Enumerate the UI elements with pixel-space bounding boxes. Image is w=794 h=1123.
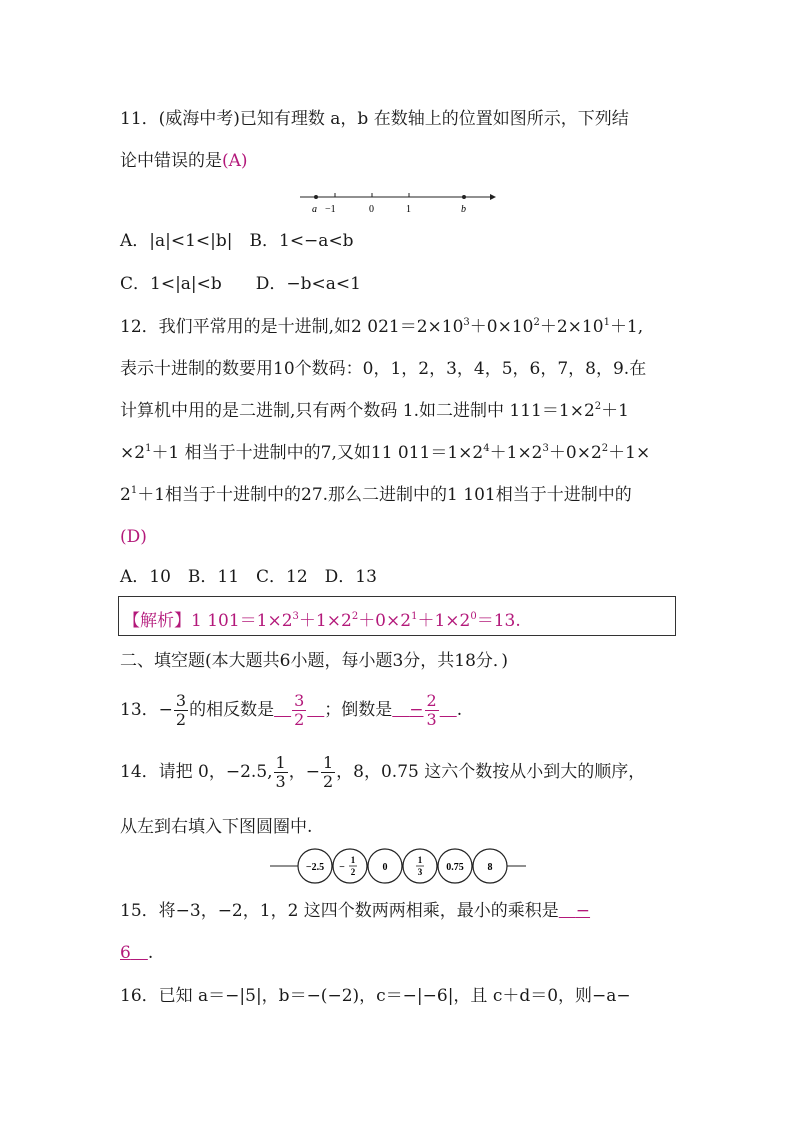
q14-line2: 从左到右填入下图圆圈中. — [120, 817, 313, 837]
frac-num: 1 — [275, 753, 286, 772]
frac-den: 2 — [294, 710, 305, 729]
q16-line1: 16．已知 a＝−|5|，b＝−(−2)，c＝−|−6|，且 c＋d＝0，则−a− — [120, 986, 631, 1006]
q15-text: 15．将−3，−2，1，2 这四个数两两相乘，最小的乘积是 — [120, 901, 559, 921]
circle-num-3: 1 — [417, 855, 423, 865]
sup: 4 — [483, 443, 490, 454]
q12-l1b: ＋0×10 — [469, 317, 534, 337]
q14-text-a: 14．请把 0，−2.5, — [120, 762, 273, 782]
q12-l5b: ＋1相当于十进制中的27.那么二进制中的1 101相当于十进制中的 — [137, 485, 632, 505]
q12-l4e: ＋1× — [608, 443, 651, 463]
q13-num: 13． — [120, 700, 159, 720]
frac-den: 3 — [426, 710, 437, 729]
q12-line3 — [120, 400, 629, 422]
sup: 3 — [542, 443, 549, 454]
q15-ans-a: − — [575, 901, 591, 921]
q13-text1: 的相反数是 — [189, 700, 275, 720]
label-a: a — [312, 204, 317, 215]
sup: 2 — [533, 317, 540, 328]
q14-circle-chain — [270, 846, 530, 886]
circle-text-4: 0.75 — [446, 862, 464, 873]
q12-analysis-box — [118, 596, 676, 636]
analysis-d: ＋1×2 — [417, 611, 471, 631]
sup: 1 — [603, 317, 610, 328]
q11-answer: (A) — [222, 151, 248, 171]
q12-l4d: ＋0×2 — [548, 443, 602, 463]
q14-text-b: ，− — [288, 762, 320, 782]
circle-den-1: 2 — [350, 867, 356, 877]
q13-neg: − — [158, 700, 173, 720]
q11-line1: 11．(威海中考)已知有理数 a，b 在数轴上的位置如图所示，下列结 — [120, 109, 629, 129]
sup: 2 — [594, 401, 602, 412]
q12-l3: 计算机中用的是二进制,只有两个数码 1.如二进制中 111＝1×2 — [120, 401, 595, 421]
label-neg1: −1 — [325, 204, 336, 215]
sup: 3 — [292, 611, 299, 622]
q11-line2-text: 论中错误的是 — [120, 151, 222, 171]
q12-line5 — [120, 484, 632, 506]
q13-text2: ；倒数是 — [324, 700, 393, 720]
q12-line4 — [120, 442, 650, 464]
sup: 1 — [130, 485, 138, 496]
analysis-a: 1 101＝1×2 — [191, 611, 293, 631]
analysis-e: ＝13. — [476, 611, 521, 631]
q15-line2 — [120, 942, 153, 964]
sup: 0 — [470, 611, 477, 622]
q12-l3-end: ＋1 — [601, 401, 629, 421]
q13-end: . — [456, 700, 463, 720]
point-b — [462, 195, 466, 199]
circle-num-1: 1 — [350, 855, 356, 865]
q11-options-row1: A．|a|<1<|b| B．1<−a<b — [120, 231, 354, 251]
q13-answer2 — [392, 691, 456, 729]
frac-num: 1 — [322, 753, 334, 772]
label-b: b — [461, 204, 466, 215]
q13-ans2-sign: − — [409, 700, 424, 720]
q15-line1 — [120, 900, 590, 922]
frac-num: 3 — [294, 691, 305, 710]
q12-l1a: 12．我们平常用的是十进制,如2 021＝2×10 — [120, 317, 464, 337]
sup: 1 — [145, 443, 152, 454]
label-0: 0 — [369, 204, 374, 215]
point-a — [314, 195, 318, 199]
circle-text-2: 0 — [382, 862, 388, 873]
frac-den: 3 — [275, 772, 286, 791]
circle-text-5: 8 — [487, 862, 493, 873]
q15-end: . — [147, 943, 154, 963]
circle-den-3: 3 — [417, 867, 423, 877]
q12-line2: 表示十进制的数要用10个数码：0，1，2，3，4，5，6，7，8，9.在 — [120, 359, 647, 379]
q14-text-c: ，8，0.75 这六个数按从小到大的顺序， — [336, 762, 646, 782]
q11-options-row2: C．1<|a|<b D．−b<a<1 — [120, 274, 361, 294]
section-2-heading: 二、填空题(本大题共6小题，每小题3分，共18分．) — [120, 651, 509, 671]
frac-den: 2 — [175, 710, 187, 729]
q15-answer-part2 — [120, 943, 148, 963]
sup: 2 — [351, 611, 359, 622]
q12-analysis — [123, 606, 521, 631]
q12-l1d: ＋1, — [609, 317, 644, 337]
q11-line2 — [120, 150, 248, 172]
frac-num: 2 — [426, 691, 437, 710]
sup: 3 — [463, 317, 470, 328]
q15-answer-part1 — [559, 901, 590, 921]
q12-answer: (D) — [120, 527, 147, 547]
q15-ans-b: 6 — [120, 943, 131, 963]
q13 — [120, 690, 462, 730]
circle-sign-1: − — [339, 862, 345, 873]
frac-num: 3 — [175, 691, 187, 710]
q14-frac2 — [321, 755, 335, 790]
q14-frac1 — [274, 755, 288, 790]
q12-options: A．10 B．11 C．12 D．13 — [120, 567, 377, 587]
label-1: 1 — [406, 204, 411, 215]
q12-l5a: 2 — [120, 485, 131, 505]
sup: 1 — [411, 611, 418, 622]
circle-text-0: −2.5 — [305, 862, 325, 873]
q11-number-line — [298, 190, 498, 216]
analysis-c: ＋0×2 — [358, 611, 412, 631]
q13-fraction — [174, 693, 188, 728]
sup: 2 — [601, 443, 609, 454]
q12-l4c: ＋1×2 — [489, 443, 543, 463]
q13-answer1 — [274, 691, 324, 729]
frac-den: 2 — [322, 772, 334, 791]
q14-line1 — [120, 752, 645, 792]
analysis-label: 【解析】 — [123, 611, 191, 631]
q12-l4b: ＋1 相当于十进制中的7,又如11 011＝1×2 — [151, 443, 484, 463]
analysis-b: ＋1×2 — [298, 611, 352, 631]
q12-line1 — [120, 316, 643, 338]
q12-l4a: ×2 — [120, 443, 146, 463]
q12-l1c: ＋2×10 — [539, 317, 604, 337]
